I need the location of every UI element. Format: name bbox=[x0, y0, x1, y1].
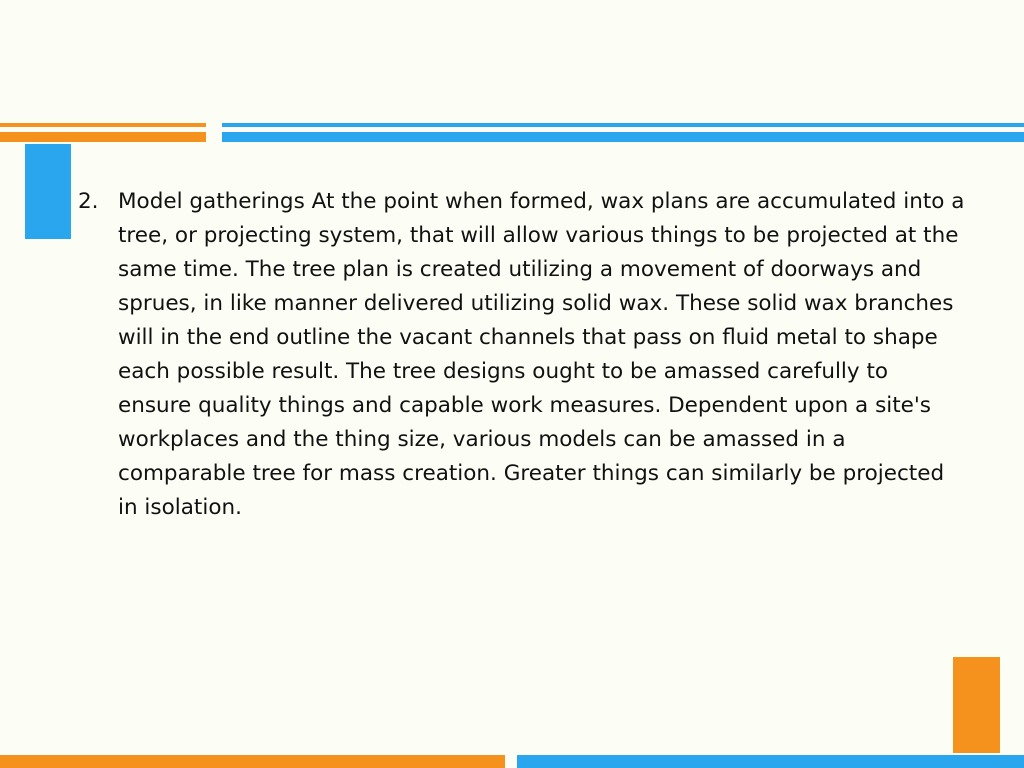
top-blue-stripe-thick bbox=[222, 132, 1024, 142]
left-blue-accent-block bbox=[25, 144, 71, 239]
numbered-paragraph bbox=[78, 185, 968, 525]
paragraph-number: 2. bbox=[78, 189, 99, 214]
top-orange-stripe-thick bbox=[0, 132, 206, 142]
bottom-blue-stripe bbox=[517, 755, 1024, 768]
bottom-orange-stripe bbox=[0, 755, 505, 768]
slide-body bbox=[78, 185, 968, 525]
right-orange-accent-block bbox=[953, 657, 1000, 753]
top-blue-stripe-thin bbox=[222, 123, 1024, 127]
paragraph-text: Model gatherings At the point when formed, wax plans are accumulated into a tree, or projecting system, that will allow various things to be projected at the same time. The tree plan is created utilizing a movement of doorways and sprues, in like manner delivered utilizing solid wax. These solid wax branches will in the end outline the vacant channels that pass on fluid metal to shape each possible result. The tree designs ought to be amassed carefully to ensure quality things and capable work measures. Dependent upon a site's workplaces and the thing size, various models can be amassed in a comparable tree for mass creation. Greater things can similarly be projected in isolation. bbox=[118, 189, 965, 520]
top-orange-stripe-thin bbox=[0, 123, 206, 127]
